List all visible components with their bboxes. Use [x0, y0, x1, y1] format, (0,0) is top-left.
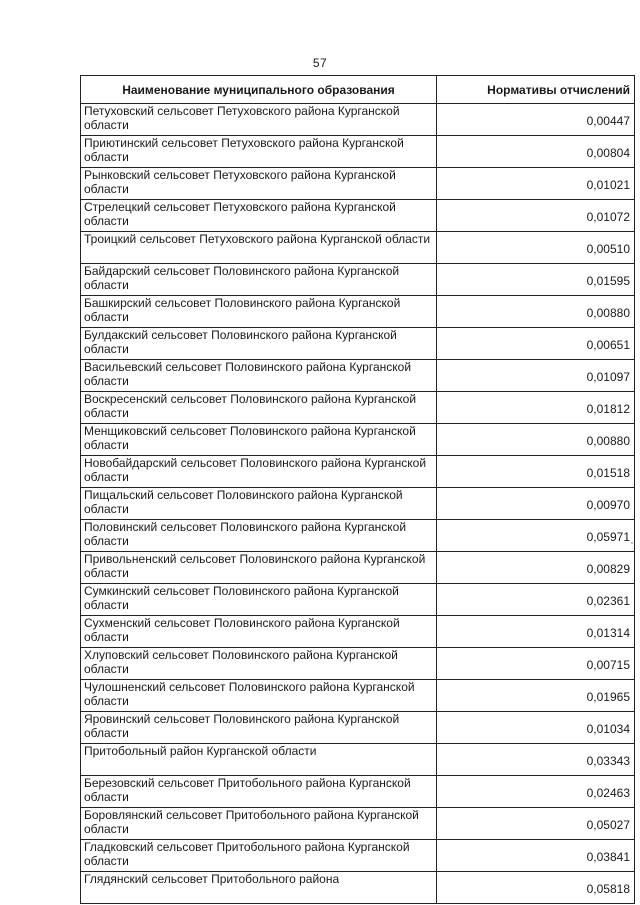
- municipality-name-cell: Приютинский сельсовет Петуховского района Курганской области: [81, 136, 437, 168]
- table-row: [81, 776, 635, 808]
- municipality-name-cell: Пищальский сельсовет Половинского района Курганской области: [81, 488, 437, 520]
- table-row: [81, 296, 635, 328]
- table-row: [81, 424, 635, 456]
- norm-value-cell: 0,00715: [437, 648, 635, 680]
- norm-value-cell: 0,00804: [437, 136, 635, 168]
- norms-table: [80, 75, 635, 904]
- norm-value-cell: 0,01034: [437, 712, 635, 744]
- table-row: [81, 744, 635, 776]
- table-header-row: [81, 76, 635, 104]
- municipality-name-cell: Глядянский сельсовет Притобольного района: [81, 872, 437, 904]
- table-row: [81, 360, 635, 392]
- table-row: [81, 200, 635, 232]
- table-row: [81, 520, 635, 552]
- norm-value-cell: 0,01072: [437, 200, 635, 232]
- table-row: [81, 808, 635, 840]
- municipality-name-cell: Яровинский сельсовет Половинского района Курганской области: [81, 712, 437, 744]
- norm-value-cell: 0,00651: [437, 328, 635, 360]
- table-body: [81, 104, 635, 904]
- municipality-name-cell: Притобольный район Курганской области: [81, 744, 437, 776]
- page-number: 57: [312, 56, 328, 70]
- norm-value-cell: 0,00970: [437, 488, 635, 520]
- municipality-name-cell: Байдарский сельсовет Половинского района Курганской области: [81, 264, 437, 296]
- municipality-name-cell: Петуховский сельсовет Петуховского района Курганской области: [81, 104, 437, 136]
- municipality-name-cell: Чулошненский сельсовет Половинского района Курганской области: [81, 680, 437, 712]
- table-row: [81, 168, 635, 200]
- norm-value-cell: 0,05818: [437, 872, 635, 904]
- norm-value-cell: 0,00880: [437, 296, 635, 328]
- municipality-name-cell: Хлуповский сельсовет Половинского района Курганской области: [81, 648, 437, 680]
- header-municipality-name: Наименование муниципального образования: [81, 76, 437, 104]
- table-row: [81, 648, 635, 680]
- table-row: [81, 456, 635, 488]
- table-row: [81, 584, 635, 616]
- table-row: [81, 616, 635, 648]
- norm-value-cell: 0,01314: [437, 616, 635, 648]
- municipality-name-cell: Васильевский сельсовет Половинского района Курганской области: [81, 360, 437, 392]
- table-row: [81, 264, 635, 296]
- norm-value-cell: 0,03343: [437, 744, 635, 776]
- municipality-name-cell: Воскресенский сельсовет Половинского района Курганской области: [81, 392, 437, 424]
- norm-value-cell: 0,01021: [437, 168, 635, 200]
- norm-value-cell: 0,01595: [437, 264, 635, 296]
- table-row: [81, 680, 635, 712]
- norm-value-cell: 0,00447: [437, 104, 635, 136]
- municipality-name-cell: Менщиковский сельсовет Половинского района Курганской области: [81, 424, 437, 456]
- municipality-name-cell: Новобайдарский сельсовет Половинского района Курганской области: [81, 456, 437, 488]
- municipality-name-cell: Половинский сельсовет Половинского района Курганской области: [81, 520, 437, 552]
- municipality-name-cell: Троицкий сельсовет Петуховского района Курганской области: [81, 232, 437, 264]
- header-norms-value: Нормативы отчислений: [437, 76, 635, 104]
- norm-value-cell: 0,00829: [437, 552, 635, 584]
- norm-value-cell: 0,01097: [437, 360, 635, 392]
- table-row: [81, 840, 635, 872]
- municipality-name-cell: Башкирский сельсовет Половинского района Курганской области: [81, 296, 437, 328]
- municipality-name-cell: Сухменский сельсовет Половинского района Курганской области: [81, 616, 437, 648]
- table-row: [81, 872, 635, 904]
- municipality-name-cell: Сумкинский сельсовет Половинского района Курганской области: [81, 584, 437, 616]
- table-row: [81, 488, 635, 520]
- norm-value-cell: 0,02361: [437, 584, 635, 616]
- norm-value-cell: 0,00880: [437, 424, 635, 456]
- table-row: [81, 712, 635, 744]
- municipality-name-cell: Березовский сельсовет Притобольного района Курганской области: [81, 776, 437, 808]
- scan-dot: [631, 542, 633, 544]
- norm-value-cell: 0,05971: [437, 520, 635, 552]
- municipality-name-cell: Стрелецкий сельсовет Петуховского района Курганской области: [81, 200, 437, 232]
- table-row: [81, 552, 635, 584]
- norm-value-cell: 0,02463: [437, 776, 635, 808]
- municipality-name-cell: Булдакский сельсовет Половинского района Курганской области: [81, 328, 437, 360]
- table-row: [81, 328, 635, 360]
- table-row: [81, 136, 635, 168]
- norm-value-cell: 0,01518: [437, 456, 635, 488]
- norm-value-cell: 0,01965: [437, 680, 635, 712]
- norm-value-cell: 0,00510: [437, 232, 635, 264]
- municipality-name-cell: Боровлянский сельсовет Притобольного района Курганской области: [81, 808, 437, 840]
- municipality-name-cell: Гладковский сельсовет Притобольного района Курганской области: [81, 840, 437, 872]
- municipality-name-cell: Привольненский сельсовет Половинского района Курганской области: [81, 552, 437, 584]
- norm-value-cell: 0,05027: [437, 808, 635, 840]
- municipality-name-cell: Рынковский сельсовет Петуховского района Курганской области: [81, 168, 437, 200]
- table-row: [81, 392, 635, 424]
- table-row: [81, 104, 635, 136]
- norm-value-cell: 0,01812: [437, 392, 635, 424]
- norm-value-cell: 0,03841: [437, 840, 635, 872]
- table-row: [81, 232, 635, 264]
